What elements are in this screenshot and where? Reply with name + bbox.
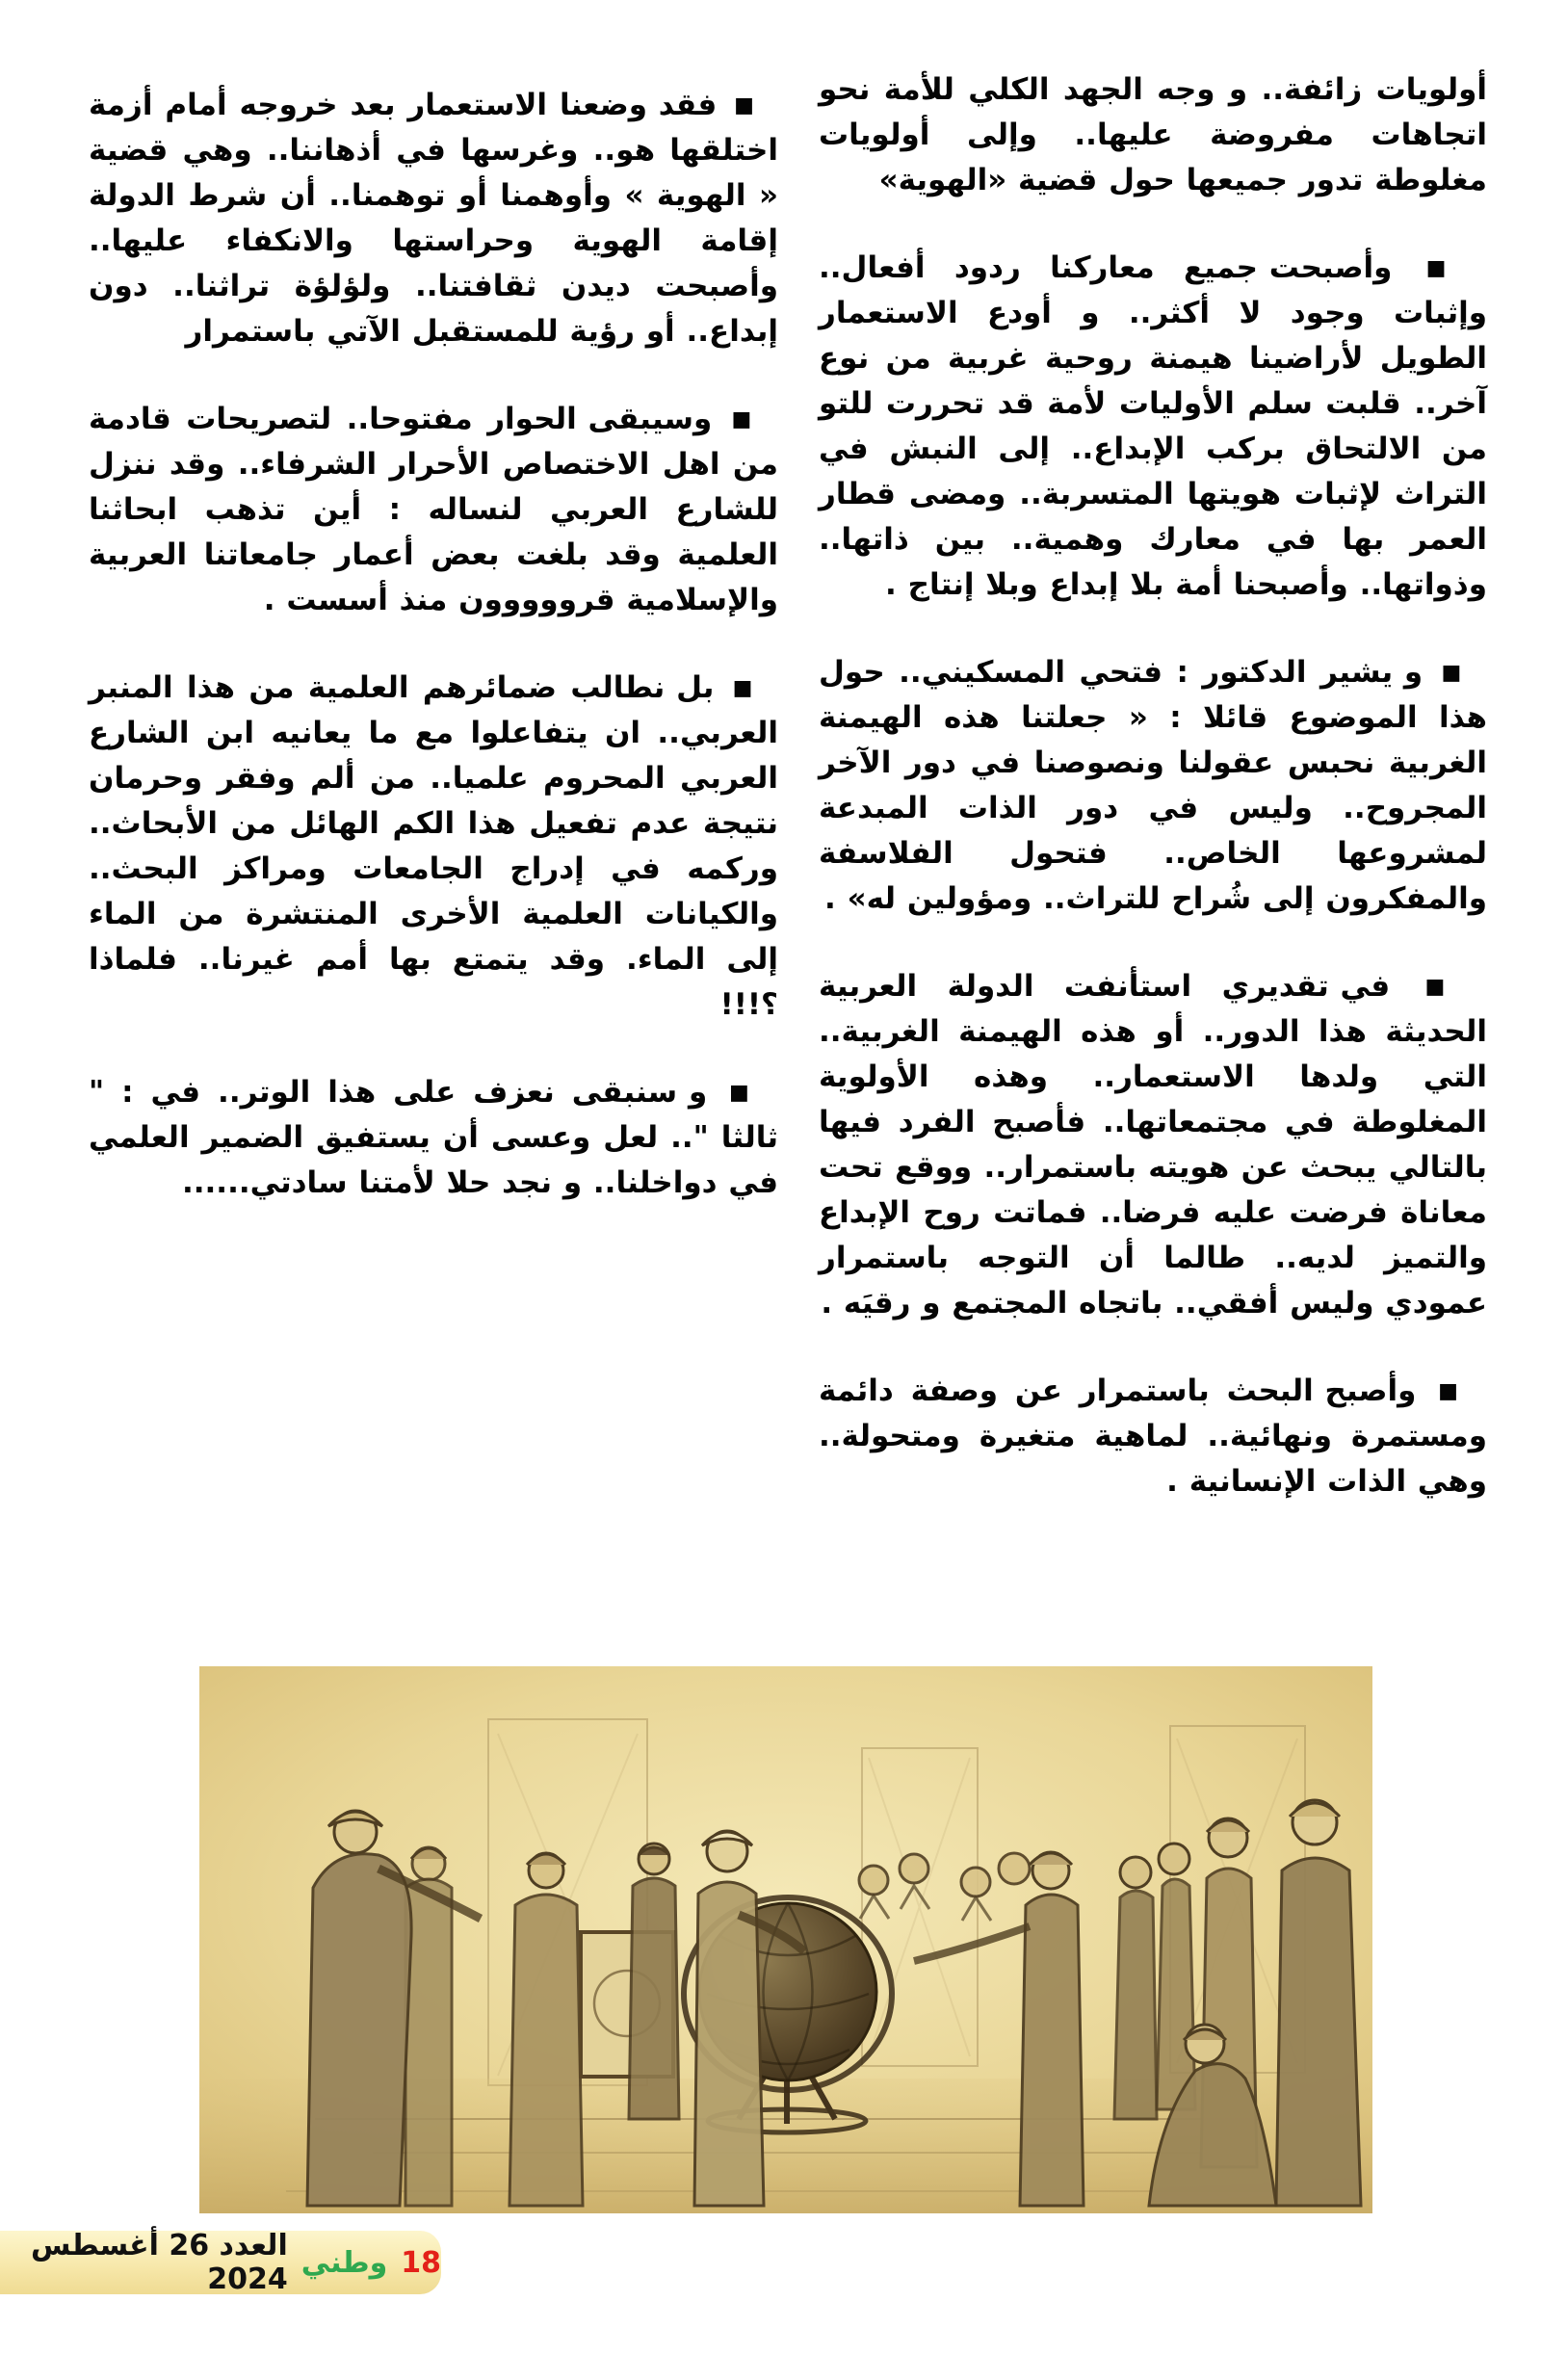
article-paragraph: ■ وسيبقى الحوار مفتوحا.. لتصريحات قادمة من اهل الاختصاص الأحرار الشرفاء.. وقد ننزل للشارع العربي لنساله : أين تذهب ابحاثنا العلمية وقد بلغت بعض أعمار جامعاتنا العربية والإسلامية قرووووون منذ أسست . bbox=[89, 402, 778, 617]
article-paragraph: ■ وأصبح البحث باستمرار عن وصفة دائمة ومستمرة ونهائية.. لماهية متغيرة ومتحولة.. وهي الذات الإنسانية . bbox=[819, 1373, 1487, 1499]
bullet-square-icon: ■ bbox=[1430, 661, 1464, 685]
bullet-square-icon: ■ bbox=[721, 676, 755, 700]
article-paragraph: ■ في تقديري استأنفت الدولة العربية الحديثة هذا الدور.. أو هذه الهيمنة الغربية.. التي ولدها الاستعمار.. وهذه الأولوية المغلوطة في مجتمعاتها.. فأصبح الفرد فيها بالتالي يبحث عن هويته باستمرار.. ووقع تحت معاناة فرضت عليه فرضا.. فماتت روح الإبداع والتميز لديه.. طالما أن التوجه باستمرار عمودي وليس أفقي.. باتجاه المجتمع و رقيَه . bbox=[819, 969, 1487, 1321]
article-paragraph: أولويات زائفة.. و وجه الجهد الكلي للأمة نحو اتجاهات مفروضة عليها.. وإلى أولويات مغلوطة تدور جميعها حول قضية «الهوية» bbox=[819, 72, 1487, 197]
article-column-left bbox=[89, 83, 778, 1248]
footer-bar bbox=[0, 2231, 441, 2294]
bullet-square-icon: ■ bbox=[724, 93, 755, 118]
article-column-right bbox=[819, 67, 1487, 1547]
footer-newspaper-name: وطني bbox=[300, 2245, 388, 2280]
bullet-square-icon: ■ bbox=[1397, 975, 1464, 999]
bullet-square-icon: ■ bbox=[715, 1081, 755, 1105]
bullet-square-icon: ■ bbox=[1399, 256, 1464, 280]
footer-page-number: 18 bbox=[401, 2245, 441, 2280]
bullet-square-icon: ■ bbox=[719, 407, 755, 432]
bullet-square-icon: ■ bbox=[1423, 1379, 1464, 1403]
article-paragraph: ■ و يشير الدكتور : فتحي المسكيني.. حول هذا الموضوع قائلا : « جعلتنا هذه الهيمنة الغربية نحبس عقولنا ونصوصنا في دور الآخر المجروح.. وليس في دور الذات المبدعة لمشروعها الخاص.. فتحول الفلاسفة والمفكرون إلى شُراح للتراث.. ومؤولين له» . bbox=[819, 655, 1487, 916]
footer-issue-date: العدد 26 أغسطس 2024 bbox=[30, 2229, 288, 2296]
article-paragraph: ■ وأصبحت جميع معاركنا ردود أفعال.. وإثبات وجود لا أكثر.. و أودع الاستعمار الطويل لأراضينا هيمنة روحية غربية من نوع آخر.. قلبت سلم الأوليات لأمة قد تحررت للتو من الالتحاق بركب الإبداع.. إلى النبش في التراث لإثبات هويتها المتسربة.. ومضى قطار العمر بها في معارك وهمية.. بين ذاتها.. وذواتها.. وأصبحنا أمة بلا إبداع وبلا إنتاج . bbox=[819, 250, 1487, 602]
article-paragraph: ■ بل نطالب ضمائرهم العلمية من هذا المنبر العربي.. ان يتفاعلوا مع ما يعانيه ابن الشارع العربي المحروم علميا.. من ألم وفقر وحرمان نتيجة عدم تفعيل هذا الكم الهائل من الأبحاث.. وركمه في إدراج الجامعات ومراكز البحث.. والكيانات العلمية الأخرى المنتشرة من الماء إلى الماء. وقد يتمتع بها أمم غيرنا.. فلماذا ؟!!! bbox=[89, 670, 778, 1022]
illustration-canvas bbox=[199, 1666, 1372, 2213]
article-paragraph: ■ و سنبقى نعزف على هذا الوتر.. في : " ثالثا ".. لعل وعسى أن يستفيق الضمير العلمي في دواخلنا.. و نجد حلا لأمتنا سادتي...... bbox=[89, 1075, 778, 1200]
article-paragraph: ■ فقد وضعنا الاستعمار بعد خروجه أمام أزمة اختلقها هو.. وغرسها في أذهاننا.. وهي قضية « الهوية » وأوهمنا أو توهمنا.. أن شرط الدولة إقامة الهوية وحراستها والانكفاء عليها.. وأصبحت ديدن ثقافتنا.. ولؤلؤة تراثنا.. دون إبداع.. أو رؤية للمستقبل الآتي باستمرار bbox=[89, 88, 778, 349]
scholars-globe-illustration bbox=[199, 1666, 1372, 2213]
